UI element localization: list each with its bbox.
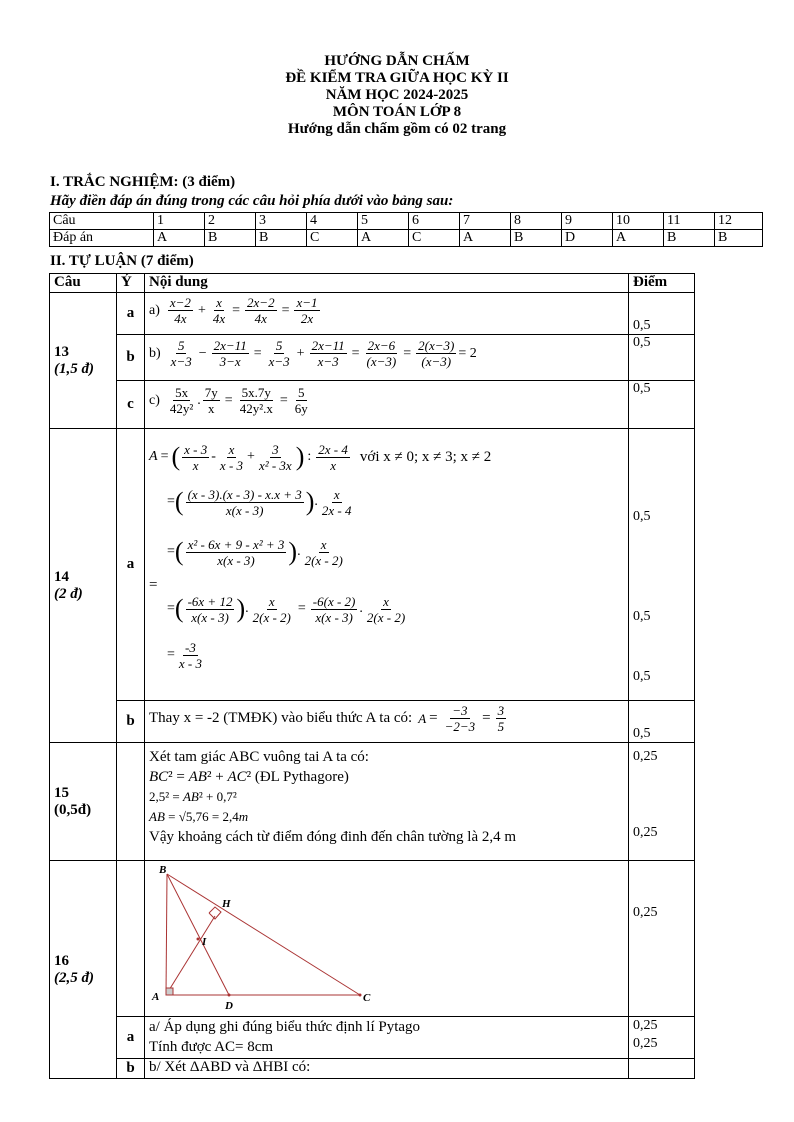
q16-number: 16 [54,952,69,969]
fraction: $\frac{5x.7y}{\text{42y².x}}$ [239,385,273,416]
fig-label-b: B [159,864,167,876]
answer-table-question-row [50,213,763,230]
q13-b-score: 0,5 [629,335,695,381]
q16-figure-cell [145,861,629,1017]
q13-b-content: b) $\frac{5}{x-3}$ − $\frac{2x-11}{3-x}$ = $\frac{5}{x-3}$ + $\frac{2x-11}{x-3}$ = $\frac{2x-6}{(x-3)}$ = $\frac{2(x-3)}{(x-3)}$ = 2 [145,335,629,381]
triangle-figure [149,861,389,1011]
question-number: 9 [562,213,613,230]
header-line-2: ĐỀ KIỂM TRA GIỮA HỌC KỲ II [285,70,509,86]
fraction: $\frac{2(x-3)}{(x-3)}$ [418,338,455,369]
answer-value: B [256,230,307,247]
fraction: $\frac{5}{6y}$ [294,385,308,416]
q14-a-scores [629,429,695,701]
answer-value: B [715,230,763,247]
fig-label-a: A [152,991,160,1003]
row-label-question: Câu [50,213,154,230]
question-number: 2 [205,213,256,230]
q13-b-prefix: b) [149,345,161,361]
col-header-question: Câu [50,274,117,293]
q13-row-a [50,293,695,335]
fraction: $\frac{x-1}{2x}$ [296,295,318,326]
q16-a-scores [629,1017,695,1059]
fraction: $\frac{x-2}{4x}$ [169,295,191,326]
q16-a-label: a [117,1017,145,1059]
fraction: $\frac{2x-6}{(x-3)}$ [366,338,397,369]
q16-a-line-1: a/ Áp dụng ghi đúng biểu thức định lí Pytago [149,1019,421,1035]
q16-row-b [50,1059,695,1079]
header-line-3: NĂM HỌC 2024-2025 [325,87,469,103]
answer-value: B [205,230,256,247]
q16-b-content: b/ Xét ΔABD và ΔHBI có: [145,1059,629,1079]
header-line-4: MÔN TOÁN LỚP 8 [332,104,462,120]
question-number: 12 [715,213,763,230]
part2-title: II. TỰ LUẬN (7 điểm) [50,253,194,269]
q14-b-label: b [117,701,145,743]
part1-title: I. TRẮC NGHIỆM: (3 điểm) [50,174,236,190]
q15-score-1: 0,25 [633,749,658,764]
col-header-score: Điểm [629,274,695,293]
fraction: $\frac{2x-11}{x-3}$ [311,338,345,369]
q14-score-1: 0,5 [633,509,651,524]
question-number: 6 [409,213,460,230]
q16-a-score-1: 0,25 [633,1018,658,1033]
q15-theorem: (ĐL Pythagore) [254,769,349,785]
q14-b-text: Thay x = -2 (TMĐK) vào biểu thức A ta có: [149,710,413,726]
answer-value: A [358,230,409,247]
fraction: $\frac{5}{x-3}$ [268,338,290,369]
fig-label-c: C [363,992,371,1004]
answer-value: B [511,230,562,247]
q13-row-c [50,381,695,429]
answer-table-answer-row [50,230,763,247]
q15-label-cell [50,743,117,861]
q16-item-figure [117,861,145,1017]
fraction: $\frac{5}{x-3}$ [170,338,192,369]
q16-b-score [629,1059,695,1079]
answer-value: A [154,230,205,247]
q15-line-1: Xét tam giác ABC vuông tai A ta có: [149,749,369,765]
q14-points: (2 đ) [54,585,83,602]
part1-instruction: Hãy điền đáp án đúng trong các câu hỏi phía dưới vào bảng sau: [50,193,454,209]
q14-a-label: a [117,429,145,701]
q14-condition: với x ≠ 0; x ≠ 3; x ≠ 2 [359,448,492,465]
fraction: $\frac{5x}{\text{42y²}}$ [169,385,194,416]
question-number: 8 [511,213,562,230]
q14-score-3: 0,5 [633,669,651,684]
header-line-5: Hướng dẫn chấm gồm có 02 trang [287,121,507,137]
q16-label-cell [50,861,117,1079]
question-number: 10 [613,213,664,230]
fig-label-d: D [225,1000,233,1011]
fraction: $\frac{2x-11}{3-x}$ [213,338,247,369]
answer-value: D [562,230,613,247]
q15-line-5: Vậy khoảng cách từ điểm đóng đinh đến chân tường là 2,4 m [149,829,517,845]
question-number: 1 [154,213,205,230]
q15-points: (0,5đ) [54,801,92,818]
question-number: 11 [664,213,715,230]
fraction: $\frac{x}{4x}$ [212,295,226,326]
question-number: 4 [307,213,358,230]
q13-a-content: a) $\frac{x-2}{4x}$ + $\frac{x}{4x}$ = $\frac{2x-2}{4x}$ = $\frac{x-1}{2x}$ [145,293,629,335]
answer-value: C [307,230,358,247]
q13-c-content: c) $\frac{5x}{\text{42y²}}$ . $\frac{7y}{x}$ = $\frac{5x.7y}{\text{42y².x}}$ = $\frac{5}{6y}$ [145,381,629,429]
question-number: 3 [256,213,307,230]
q15-content: Xét tam giác ABC vuông tai A ta có: BC² = AB² + AC² (ĐL Pythagore) 2,5² = AB² + 0,7² AB = √5,76 = 2,4m Vậy khoảng cách từ điểm đóng đinh đến chân tường là 2,4 m [145,743,629,861]
q13-c-prefix: c) [149,392,160,408]
q16-row-figure [50,861,695,1017]
answer-value: A [460,230,511,247]
q14-score-2: 0,5 [633,609,651,624]
fraction: $\frac{2x-2}{4x}$ [247,295,275,326]
question-number: 5 [358,213,409,230]
q13-points: (1,5 đ) [54,360,94,377]
answer-value: B [664,230,715,247]
q16-a-content [145,1017,629,1059]
question-number: 7 [460,213,511,230]
q16-row-a [50,1017,695,1059]
q16-b-label: b [117,1059,145,1079]
col-header-content: Nội dung [145,274,629,293]
q15-score-2: 0,25 [633,825,658,840]
q13-row-b [50,335,695,381]
q13-number: 13 [54,343,69,360]
q13-b-label: b [117,335,145,381]
q15-number: 15 [54,784,69,801]
q15-item [117,743,145,861]
fig-label-h: H [222,898,231,910]
q14-number: 14 [54,568,69,585]
answer-value: C [409,230,460,247]
essay-table-header [50,274,695,293]
q16-a-score-2: 0,25 [633,1036,658,1051]
q13-label-cell [50,293,117,429]
q13-a-prefix: a) [149,302,160,318]
q14-row-a [50,429,695,701]
q15-row [50,743,695,861]
q14-b-content: Thay x = -2 (TMĐK) vào biểu thức A ta có: A = $\frac{-3}{-2-3}$ = $\frac{3}{5}$ [145,701,629,743]
document-header [0,53,794,138]
answer-value: A [613,230,664,247]
q13-b-result: = 2 [458,345,477,361]
q14-a-content: A = ( $\frac{x - 3}{x}$ - $\frac{x}{x - 3}$ + $\frac{3}{\text{x² - 3x}}$ ) : $\frac{2x - 4}{x}$ với x ≠ 0; x ≠ 3; x ≠ 2 = ( $\frac{(x - 3).(x - 3) - x.x + 3}{x(x - 3)}$ ) . $\frac{x}{2x - 4}$ = ( $\frac{\text{x² - 6x + 9 - x² + 3}}{x(x - 3)}$ ) . $\frac{x}{2(x - 2)}$ = = ( $\frac{-6x + 12}{x(x - 3)}$ ) . $\frac{x}{2(x - 2)}$ = $\frac{-6(x - 2)}{x(x - 3)}$ . $\frac{x}{2(x - 2)}$ = $\frac{-3}{x - 3}$ [145,429,629,701]
q13-a-score: 0,5 [629,293,695,335]
fraction: $\frac{7y}{x}$ [204,385,218,416]
header-line-1: HƯỚNG DẪN CHẤM [324,53,470,69]
q13-a-label: a [117,293,145,335]
answer-table [49,212,763,247]
fig-label-i: I [202,936,207,948]
row-label-answer: Đáp án [50,230,154,247]
q13-c-label: c [117,381,145,429]
q14-row-b [50,701,695,743]
q14-label-cell [50,429,117,743]
q13-c-score: 0,5 [629,381,695,429]
q14-b-score: 0,5 [629,701,695,743]
q16-a-line-2: Tính được AC= 8cm [149,1039,274,1055]
q16-points: (2,5 đ) [54,969,94,986]
essay-table [49,273,695,1079]
col-header-item: Ý [117,274,145,293]
q16-figure-score: 0,25 [629,861,695,1017]
q15-scores [629,743,695,861]
